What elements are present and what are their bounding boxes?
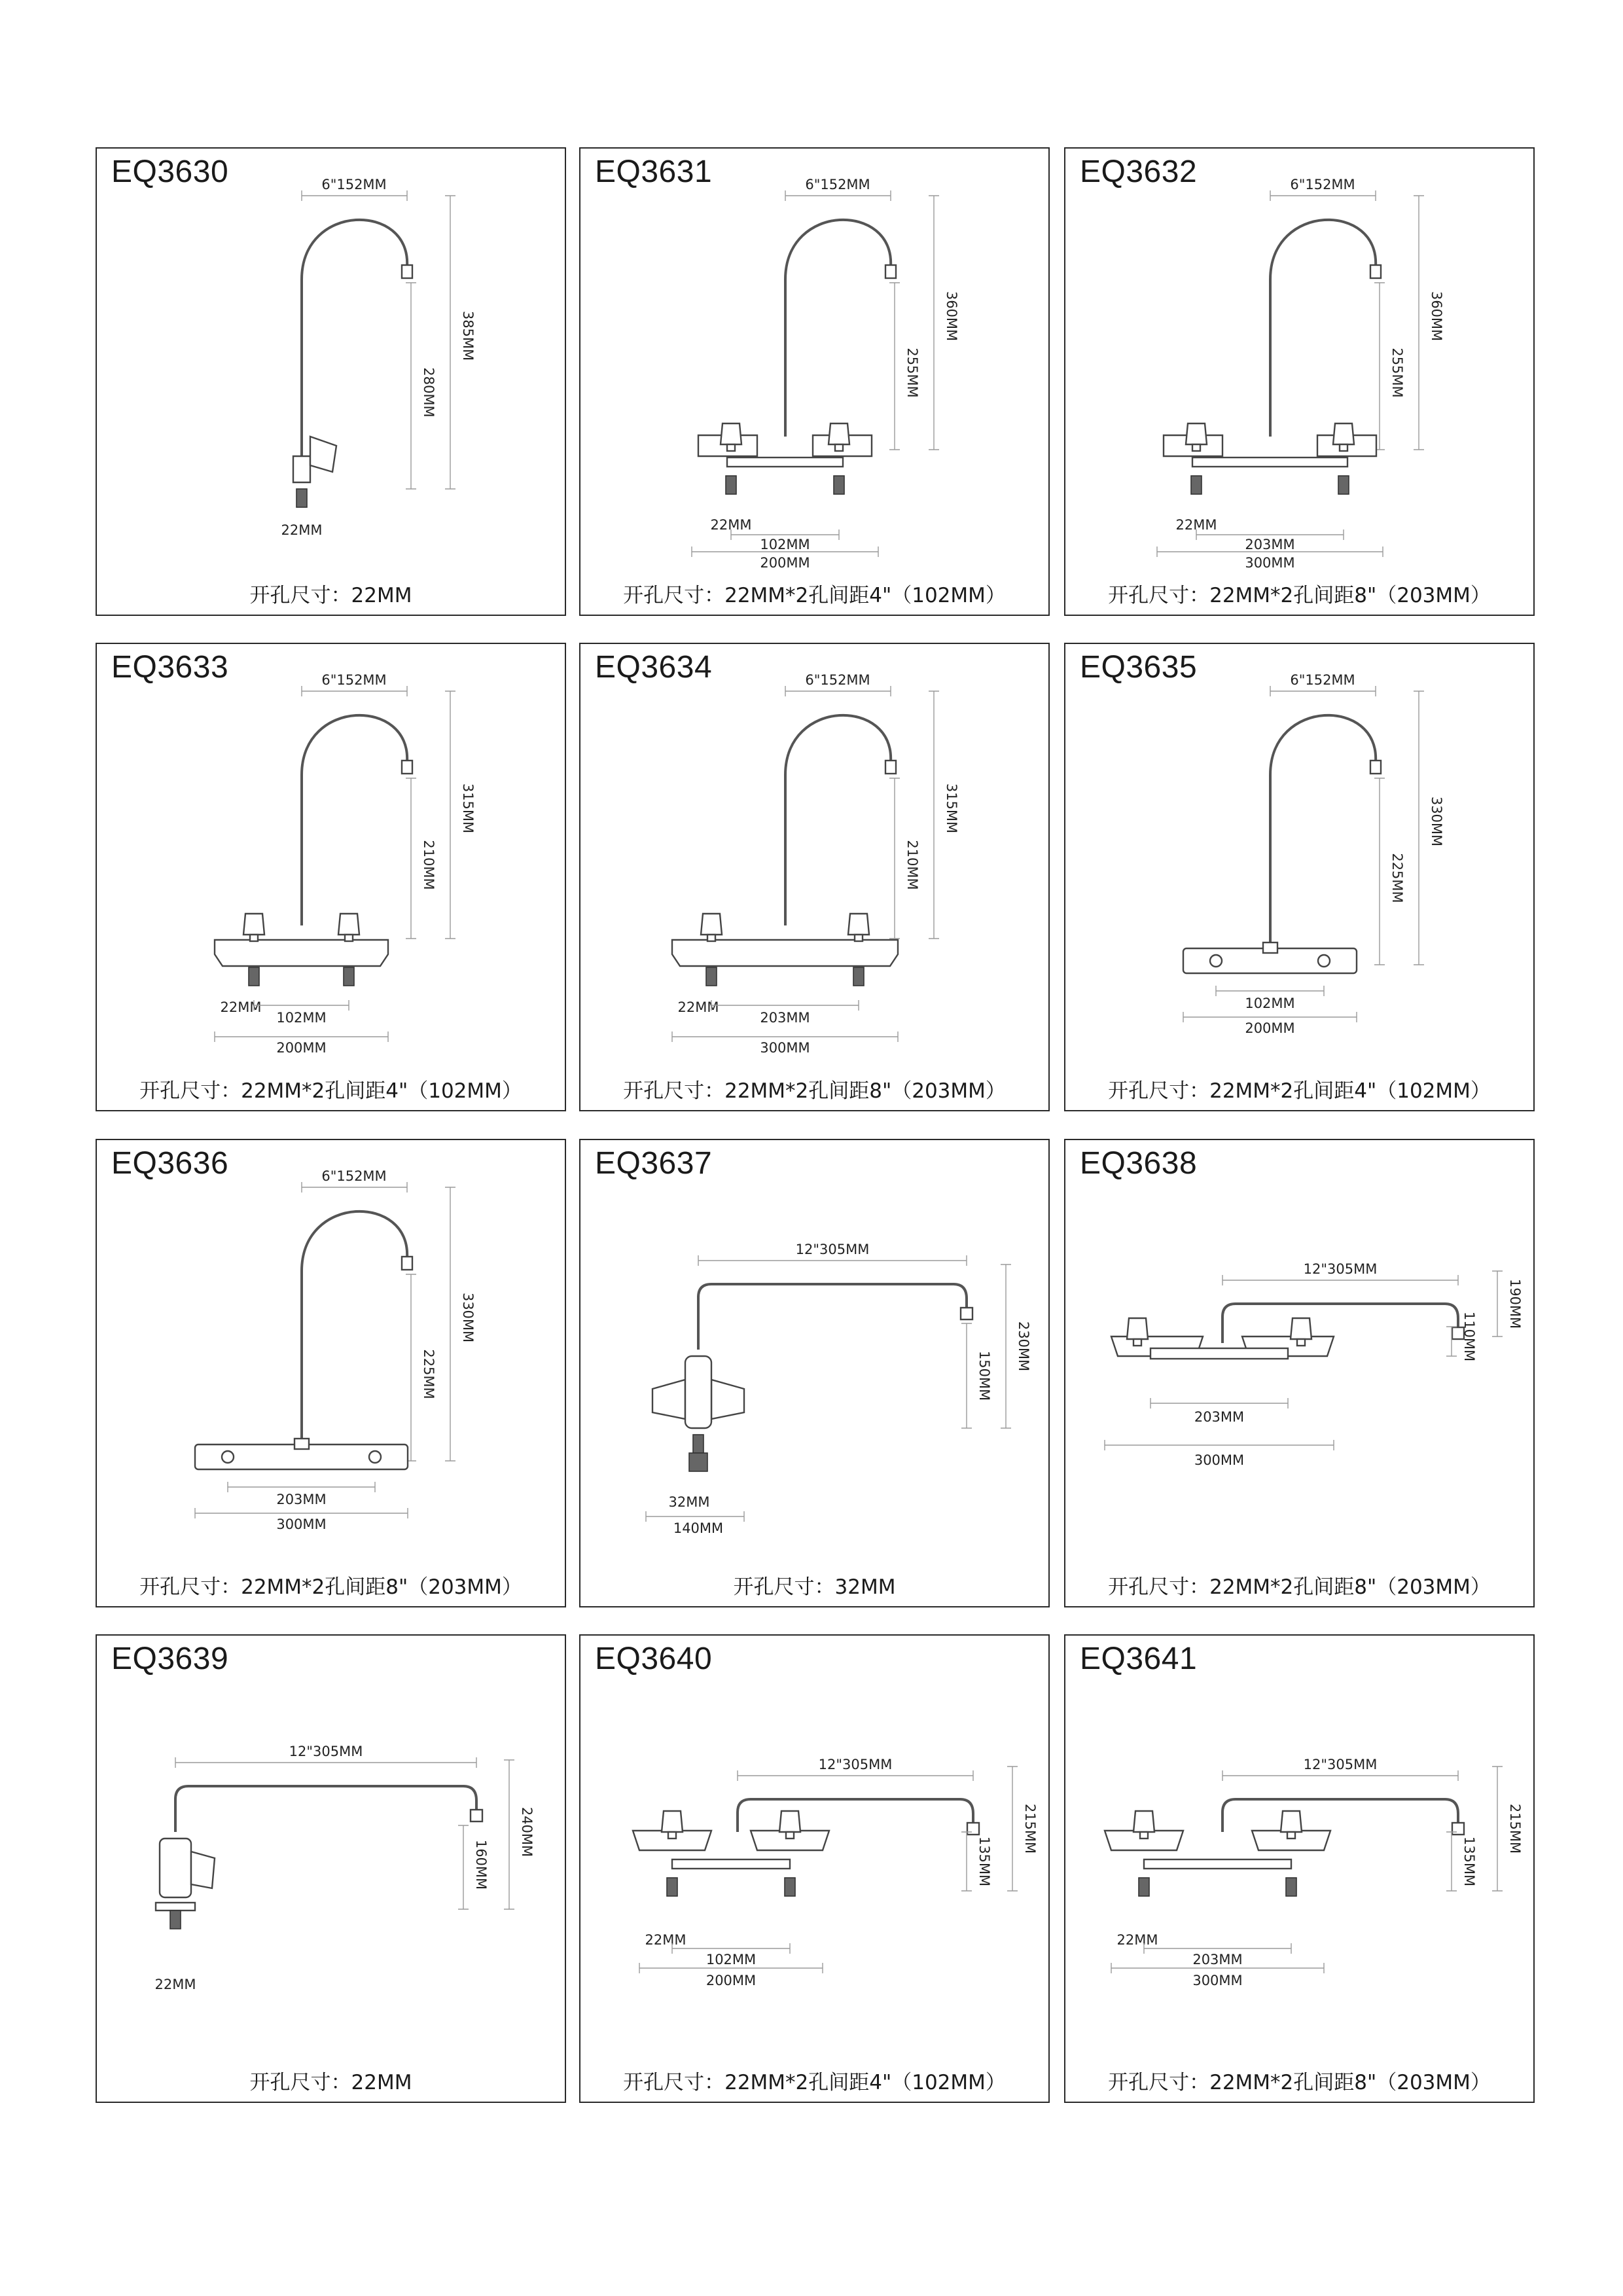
product-cell — [1064, 1634, 1535, 2103]
product-drawing — [580, 1636, 1051, 2104]
right-inlet — [1318, 955, 1330, 967]
spout-height-label: 255MM — [1389, 348, 1405, 398]
left-shank — [249, 967, 259, 986]
width-label: 140MM — [673, 1520, 724, 1536]
product-drawing — [1065, 149, 1536, 617]
width-label: 200MM — [276, 1040, 327, 1056]
reach-label: 6"152MM — [321, 177, 387, 192]
hole-size-caption: 开孔尺寸：22MM*2孔间距4"（102MM） — [139, 1079, 522, 1103]
reach-label: 6"152MM — [321, 1168, 387, 1184]
spout-height-label: 280MM — [421, 367, 437, 418]
height-label: 385MM — [460, 310, 476, 361]
height-label: 360MM — [1429, 291, 1444, 342]
bridge-bar — [1144, 1859, 1291, 1869]
hole-size-caption: 开孔尺寸：22MM*2孔间距8"（203MM） — [623, 1079, 1006, 1103]
spacing-dimension — [1216, 986, 1324, 996]
hole-label: 22MM — [154, 1977, 196, 1992]
left-inlet — [1210, 955, 1222, 967]
product-drawing — [580, 149, 1051, 617]
spacing-label: 102MM — [276, 1010, 327, 1026]
height-dimension — [445, 1187, 455, 1461]
spacing-dimension — [1150, 1398, 1288, 1408]
spout-height-dimension — [1374, 283, 1385, 450]
model-number: EQ3632 — [1080, 154, 1198, 189]
product-drawing — [97, 149, 567, 617]
spacing-label: 102MM — [1245, 996, 1295, 1011]
hole-label: 22MM — [645, 1932, 687, 1948]
model-number: EQ3630 — [111, 154, 229, 189]
spacing-dimension — [254, 1000, 349, 1011]
model-number: EQ3631 — [595, 154, 713, 189]
height-label: 190MM — [1507, 1278, 1523, 1329]
product-drawing — [1065, 644, 1536, 1113]
product-cell — [1064, 643, 1535, 1111]
product-cell — [1064, 147, 1535, 616]
height-dimension — [929, 691, 939, 939]
left-lever — [652, 1380, 685, 1419]
left-inlet — [222, 1451, 234, 1463]
lever-handle — [191, 1852, 215, 1888]
spout-tip — [961, 1308, 972, 1319]
inlet-shank — [170, 1910, 181, 1929]
height-dimension — [445, 691, 455, 939]
reach-label: 12"305MM — [1303, 1261, 1378, 1277]
gooseneck-spout — [785, 220, 891, 437]
product-cell — [96, 1139, 566, 1607]
width-label: 200MM — [760, 555, 810, 571]
spout-height-dimension — [889, 778, 900, 939]
product-drawing — [97, 644, 567, 1113]
right-lever — [711, 1380, 744, 1419]
right-handle — [848, 914, 869, 935]
bridge-bar — [672, 1859, 790, 1869]
width-label: 300MM — [1245, 555, 1295, 571]
model-number: EQ3636 — [111, 1146, 229, 1181]
spout-tip — [885, 761, 896, 774]
deck-plate — [215, 940, 388, 966]
model-number: EQ3638 — [1080, 1146, 1198, 1181]
reach-label: 12"305MM — [289, 1744, 363, 1759]
left-handle — [1127, 1318, 1148, 1339]
hole-size-caption: 开孔尺寸：22MM*2孔间距8"（203MM） — [1108, 2071, 1491, 2094]
reach-label: 6"152MM — [805, 672, 870, 688]
product-drawing — [1065, 1140, 1536, 1609]
width-dimension — [1105, 1440, 1334, 1450]
reach-label: 12"305MM — [818, 1757, 893, 1772]
height-dimension — [1414, 196, 1424, 450]
right-inlet — [369, 1451, 381, 1463]
left-shank — [706, 967, 717, 986]
gooseneck-spout — [785, 715, 891, 925]
right-shank — [853, 967, 864, 986]
gooseneck-spout — [302, 220, 407, 476]
spout-tip — [402, 1257, 412, 1270]
height-dimension — [1001, 1265, 1011, 1428]
crossbar — [1150, 1348, 1288, 1359]
spout-tip — [471, 1810, 482, 1821]
right-shank — [344, 967, 354, 986]
width-label: 300MM — [276, 1516, 327, 1532]
hole-size-caption: 开孔尺寸：32MM — [733, 1575, 896, 1599]
left-shank — [1139, 1878, 1149, 1896]
reach-label: 6"152MM — [1290, 177, 1355, 192]
height-label: 330MM — [460, 1292, 476, 1343]
spout-tip — [402, 761, 412, 774]
spout-height-label: 135MM — [976, 1836, 992, 1887]
swing-spout — [175, 1786, 476, 1832]
height-label: 360MM — [944, 291, 959, 342]
spout-height-dimension — [406, 283, 416, 489]
deck-plate — [672, 940, 898, 966]
product-cell — [579, 1139, 1050, 1607]
right-handle — [1333, 423, 1354, 444]
spout-height-dimension — [1446, 1832, 1457, 1891]
right-handle — [829, 423, 849, 444]
product-drawing — [97, 1140, 567, 1609]
spout-height-label: 135MM — [1461, 1836, 1477, 1887]
hole-size-caption: 开孔尺寸：22MM*2孔间距4"（102MM） — [623, 584, 1006, 607]
model-number: EQ3633 — [111, 650, 229, 685]
reach-label: 6"152MM — [321, 672, 387, 688]
product-cell — [96, 643, 566, 1111]
swing-spout — [1222, 1799, 1458, 1832]
spacing-label: 203MM — [760, 1010, 810, 1026]
spout-tip — [885, 265, 896, 278]
height-label: 330MM — [1429, 796, 1444, 847]
left-shank — [726, 476, 736, 494]
width-label: 300MM — [1192, 1973, 1243, 1988]
hole-size-caption: 开孔尺寸：22MM*2孔间距8"（203MM） — [139, 1575, 522, 1599]
left-shank — [667, 1878, 677, 1896]
reach-label: 6"152MM — [805, 177, 870, 192]
bridge-bar — [1192, 457, 1347, 467]
hole-label: 32MM — [668, 1494, 710, 1510]
product-drawing — [580, 644, 1051, 1113]
spacing-label: 102MM — [705, 1952, 757, 1967]
mixer-body — [685, 1356, 711, 1428]
height-label: 215MM — [1507, 1803, 1523, 1854]
threaded-shank — [689, 1453, 707, 1471]
hole-label: 22MM — [677, 999, 719, 1015]
reach-label: 12"305MM — [1303, 1757, 1378, 1772]
model-number: EQ3641 — [1080, 1641, 1198, 1676]
hole-size-caption: 开孔尺寸：22MM*2孔间距8"（203MM） — [1108, 1575, 1491, 1599]
hole-label: 22MM — [220, 999, 262, 1015]
spout-tip — [1370, 265, 1381, 278]
model-number: EQ3635 — [1080, 650, 1198, 685]
model-number: EQ3639 — [111, 1641, 229, 1676]
spout-height-dimension — [961, 1323, 972, 1428]
product-cell — [579, 643, 1050, 1111]
spout-height-dimension — [1374, 778, 1385, 965]
hole-label: 22MM — [1175, 517, 1217, 533]
spacing-label: 203MM — [1192, 1952, 1243, 1967]
valve-body — [160, 1839, 191, 1897]
gooseneck-spout — [302, 715, 407, 925]
spout-height-dimension — [406, 778, 416, 939]
left-handle — [1186, 423, 1207, 444]
left-handle — [1133, 1811, 1154, 1832]
spout-height-label: 160MM — [473, 1839, 489, 1890]
width-label: 200MM — [705, 1973, 757, 1988]
hole-size-caption: 开孔尺寸：22MM*2孔间距4"（102MM） — [623, 2071, 1006, 2094]
left-handle — [701, 914, 722, 935]
reach-label: 6"152MM — [1290, 672, 1355, 688]
spacing-label: 203MM — [276, 1492, 327, 1507]
right-shank — [834, 476, 844, 494]
left-shank — [1191, 476, 1202, 494]
spout-height-dimension — [889, 283, 900, 450]
right-shank — [1286, 1878, 1296, 1896]
height-dimension — [1492, 1271, 1503, 1336]
product-cell — [579, 147, 1050, 616]
width-label: 200MM — [1245, 1020, 1295, 1036]
spout-height-label: 210MM — [421, 840, 437, 890]
height-label: 215MM — [1022, 1803, 1038, 1854]
left-handle — [721, 423, 741, 444]
right-handle — [1291, 1318, 1311, 1339]
product-cell — [96, 1634, 566, 2103]
spout-tip — [1370, 761, 1381, 774]
spout-height-label: 225MM — [1389, 853, 1405, 903]
right-handle — [1281, 1811, 1302, 1832]
right-handle — [779, 1811, 800, 1832]
height-label: 230MM — [1016, 1321, 1031, 1372]
height-dimension — [929, 196, 939, 450]
spout-tip — [402, 265, 412, 278]
product-cell — [96, 147, 566, 616]
width-label: 300MM — [760, 1040, 810, 1056]
spacing-dimension — [711, 1000, 859, 1011]
swing-spout — [738, 1799, 973, 1832]
right-handle — [338, 914, 359, 935]
hole-size-caption: 开孔尺寸：22MM*2孔间距8"（203MM） — [1108, 584, 1491, 607]
spacing-label: 203MM — [1245, 537, 1295, 552]
model-number: EQ3637 — [595, 1146, 713, 1181]
spout-nut — [294, 1439, 309, 1449]
hole-label: 22MM — [1116, 1932, 1158, 1948]
bridge-bar — [727, 457, 843, 467]
gooseneck-spout — [1270, 220, 1376, 437]
height-dimension — [1414, 691, 1424, 965]
spacing-dimension — [228, 1482, 375, 1492]
spout-height-dimension — [406, 1274, 416, 1461]
hole-size-caption: 开孔尺寸：22MM*2孔间距4"（102MM） — [1108, 1079, 1491, 1103]
spout-height-label: 110MM — [1461, 1311, 1477, 1362]
product-cell — [579, 1634, 1050, 2103]
lever-handle — [310, 437, 336, 472]
gooseneck-spout — [302, 1211, 407, 1448]
valve-body — [293, 456, 310, 482]
spout-height-label: 150MM — [976, 1350, 992, 1401]
spout-nut — [1263, 942, 1277, 953]
product-drawing — [580, 1140, 1051, 1609]
right-shank — [785, 1878, 795, 1896]
hole-size-caption: 开孔尺寸：22MM — [249, 584, 412, 607]
spout-height-label: 225MM — [421, 1349, 437, 1399]
reach-label: 12"305MM — [795, 1242, 870, 1257]
spacing-label: 203MM — [1194, 1409, 1245, 1425]
spout-tip — [1452, 1823, 1464, 1835]
right-shank — [1338, 476, 1349, 494]
gooseneck-spout — [1270, 715, 1376, 952]
left-handle — [662, 1811, 683, 1832]
product-cell — [1064, 1139, 1535, 1607]
hole-size-caption: 开孔尺寸：22MM — [249, 2071, 412, 2094]
height-dimension — [1007, 1767, 1018, 1891]
model-number: EQ3640 — [595, 1641, 713, 1676]
height-dimension — [504, 1760, 514, 1909]
height-label: 240MM — [519, 1806, 535, 1857]
swing-spout — [698, 1284, 967, 1350]
spout-height-dimension — [961, 1832, 972, 1891]
height-dimension — [1492, 1767, 1503, 1891]
flange — [156, 1903, 195, 1910]
height-label: 315MM — [460, 783, 476, 834]
spout-tip — [967, 1823, 979, 1835]
height-label: 315MM — [944, 783, 959, 834]
model-number: EQ3634 — [595, 650, 713, 685]
spout-height-label: 210MM — [904, 840, 920, 890]
inlet-shank — [693, 1435, 704, 1453]
spacing-label: 102MM — [760, 537, 810, 552]
hole-label: 22MM — [710, 517, 752, 533]
product-drawing — [1065, 1636, 1536, 2104]
spout-height-dimension — [458, 1825, 469, 1909]
width-label: 300MM — [1194, 1452, 1245, 1468]
spout-height-label: 255MM — [904, 348, 920, 398]
hole-label: 22MM — [281, 522, 323, 538]
inlet-shank — [296, 489, 307, 507]
height-dimension — [445, 196, 455, 489]
product-drawing — [97, 1636, 567, 2104]
left-handle — [243, 914, 264, 935]
